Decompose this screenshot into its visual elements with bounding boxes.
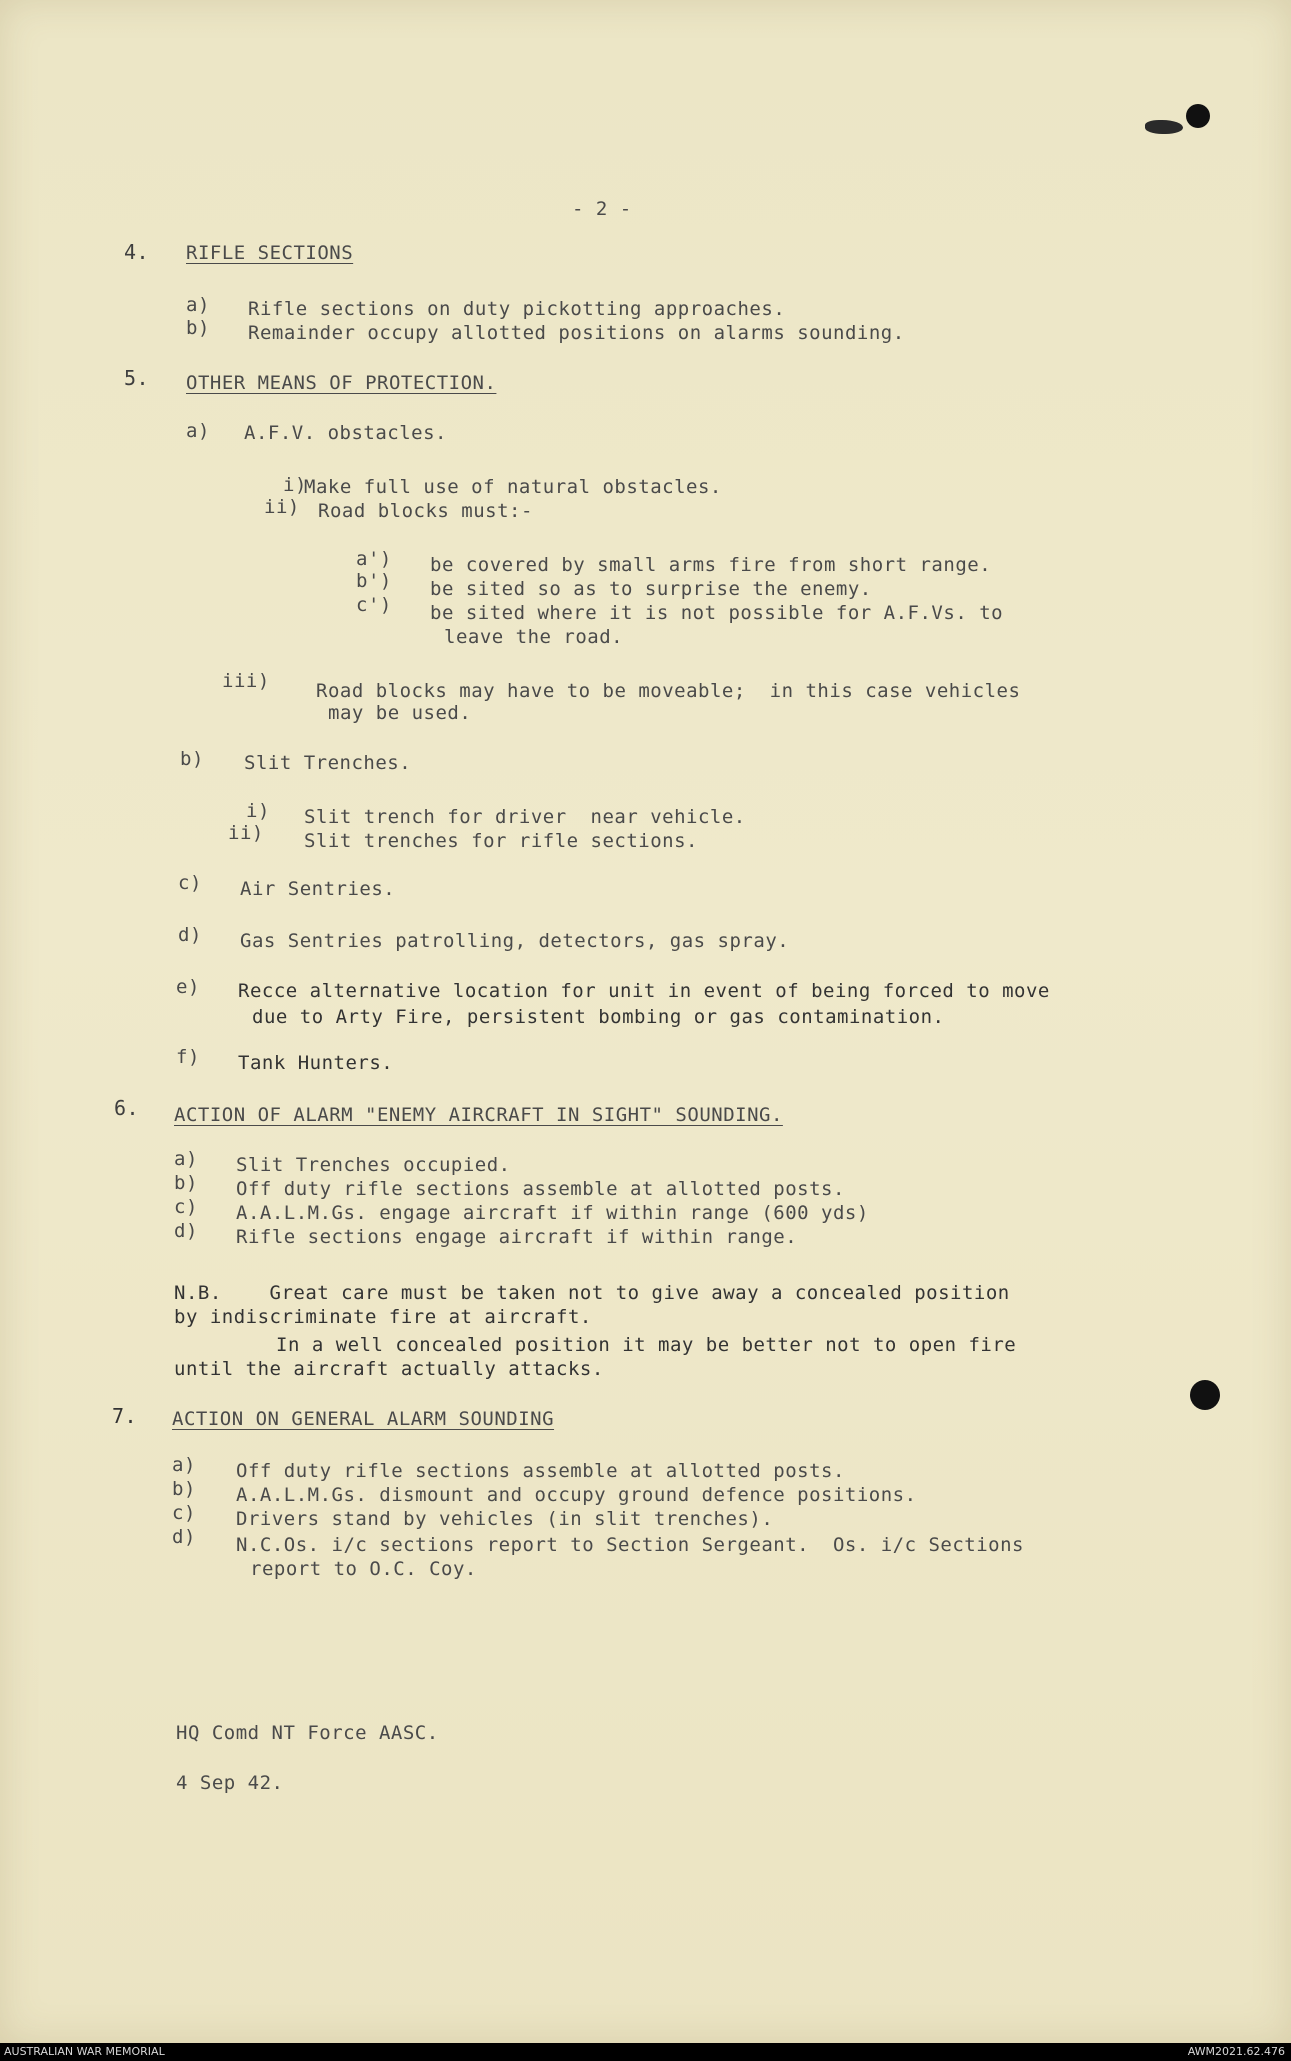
s5-a-sub-c-cont: leave the road.: [444, 626, 624, 648]
section-7-number: 7.: [112, 1404, 138, 1428]
s5-a-sub-b-text: be sited so as to surprise the enemy.: [430, 578, 872, 600]
s7-a-text: Off duty rifle sections assemble at allotted posts.: [236, 1460, 845, 1482]
s6-a-text: Slit Trenches occupied.: [236, 1154, 511, 1176]
s6-c-text: A.A.L.M.Gs. engage aircraft if within range (600 yds): [236, 1202, 869, 1224]
punch-hole-top: [1186, 104, 1210, 128]
nb-line-2: by indiscriminate fire at aircraft.: [174, 1306, 592, 1328]
s6-b-text: Off duty rifle sections assemble at allotted posts.: [236, 1178, 845, 1200]
s5-a-sub-a-text: be covered by small arms fire from short range.: [430, 554, 992, 576]
s7-b-text: A.A.L.M.Gs. dismount and occupy ground defence positions.: [236, 1484, 917, 1506]
section-5-number: 5.: [124, 366, 150, 390]
s5-d-text: Gas Sentries patrolling, detectors, gas spray.: [240, 930, 790, 952]
s7-d-cont: report to O.C. Coy.: [250, 1558, 477, 1580]
section-4-title: RIFLE SECTIONS: [186, 242, 354, 264]
s7-d-text: N.C.Os. i/c sections report to Section Sergeant. Os. i/c Sections: [236, 1534, 1024, 1556]
footer-institution: AUSTRALIAN WAR MEMORIAL: [4, 2045, 165, 2058]
s5-c-mark: c): [178, 872, 202, 894]
s7-d-mark: d): [172, 1526, 196, 1548]
document-date: 4 Sep 42.: [176, 1772, 284, 1794]
section-7-title: ACTION ON GENERAL ALARM SOUNDING: [172, 1408, 555, 1430]
s5-b-i-mark: i): [246, 800, 270, 822]
s5-c-text: Air Sentries.: [240, 878, 396, 900]
s5-a-mark: a): [186, 420, 210, 442]
nb-line-4: until the aircraft actually attacks.: [174, 1358, 604, 1380]
section-6-title: ACTION OF ALARM "ENEMY AIRCRAFT IN SIGHT" SOUNDING.: [174, 1104, 783, 1126]
s6-a-mark: a): [174, 1148, 198, 1170]
punch-hole-middle: [1190, 1380, 1220, 1410]
s5-f-text: Tank Hunters.: [238, 1052, 394, 1074]
s5-e-mark: e): [176, 976, 200, 998]
s4-a-text: Rifle sections on duty pickotting approaches.: [248, 298, 786, 320]
s5-e-cont: due to Arty Fire, persistent bombing or gas contamination.: [252, 1006, 945, 1028]
s7-b-mark: b): [172, 1478, 196, 1500]
s5-a-ii-mark: ii): [264, 496, 300, 518]
s5-a-text: A.F.V. obstacles.: [244, 422, 447, 444]
s5-e-text: Recce alternative location for unit in event of being forced to move: [238, 980, 1050, 1002]
s5-a-sub-c-text: be sited where it is not possible for A.F.Vs. to: [430, 602, 1004, 624]
s5-b-mark: b): [180, 748, 204, 770]
s7-a-mark: a): [172, 1454, 196, 1476]
s4-a-mark: a): [186, 294, 210, 316]
s5-a-sub-c-mark: c'): [356, 594, 392, 616]
section-4-number: 4.: [124, 240, 150, 264]
archive-footer: [0, 2043, 1291, 2061]
s6-d-mark: d): [174, 1220, 198, 1242]
s5-f-mark: f): [176, 1046, 200, 1068]
s5-a-iii-mark: iii): [222, 670, 270, 692]
s5-a-i-text: Make full use of natural obstacles.: [304, 476, 722, 498]
s5-b-ii-text: Slit trenches for rifle sections.: [304, 830, 698, 852]
nb-line-1: N.B. Great care must be taken not to give away a concealed position: [174, 1282, 1010, 1304]
section-5-title: OTHER MEANS OF PROTECTION.: [186, 372, 497, 394]
s5-a-iii-cont: may be used.: [328, 702, 472, 724]
footer-accession-number: AWM2021.62.476: [1187, 2045, 1285, 2058]
s5-b-ii-mark: ii): [228, 822, 264, 844]
tear-mark: [1145, 120, 1183, 134]
s5-d-mark: d): [178, 924, 202, 946]
s6-b-mark: b): [174, 1172, 198, 1194]
s6-d-text: Rifle sections engage aircraft if within range.: [236, 1226, 798, 1248]
section-6-number: 6.: [114, 1096, 140, 1120]
s5-a-i-mark: i): [283, 474, 307, 496]
s5-a-iii-text: Road blocks may have to be moveable; in this case vehicles: [316, 680, 1021, 702]
s7-c-mark: c): [172, 1502, 196, 1524]
s5-b-i-text: Slit trench for driver near vehicle.: [304, 806, 746, 828]
signoff: HQ Comd NT Force AASC.: [176, 1722, 439, 1744]
s6-c-mark: c): [174, 1196, 198, 1218]
s4-b-mark: b): [186, 317, 210, 339]
s4-b-text: Remainder occupy allotted positions on alarms sounding.: [248, 322, 905, 344]
s7-c-text: Drivers stand by vehicles (in slit trenches).: [236, 1508, 774, 1530]
page-number: - 2 -: [572, 198, 632, 220]
s5-a-sub-b-mark: b'): [356, 570, 392, 592]
s5-b-text: Slit Trenches.: [244, 752, 412, 774]
s5-a-sub-a-mark: a'): [356, 548, 392, 570]
nb-line-3: In a well concealed position it may be better not to open fire: [276, 1334, 1017, 1356]
s5-a-ii-text: Road blocks must:-: [318, 500, 533, 522]
